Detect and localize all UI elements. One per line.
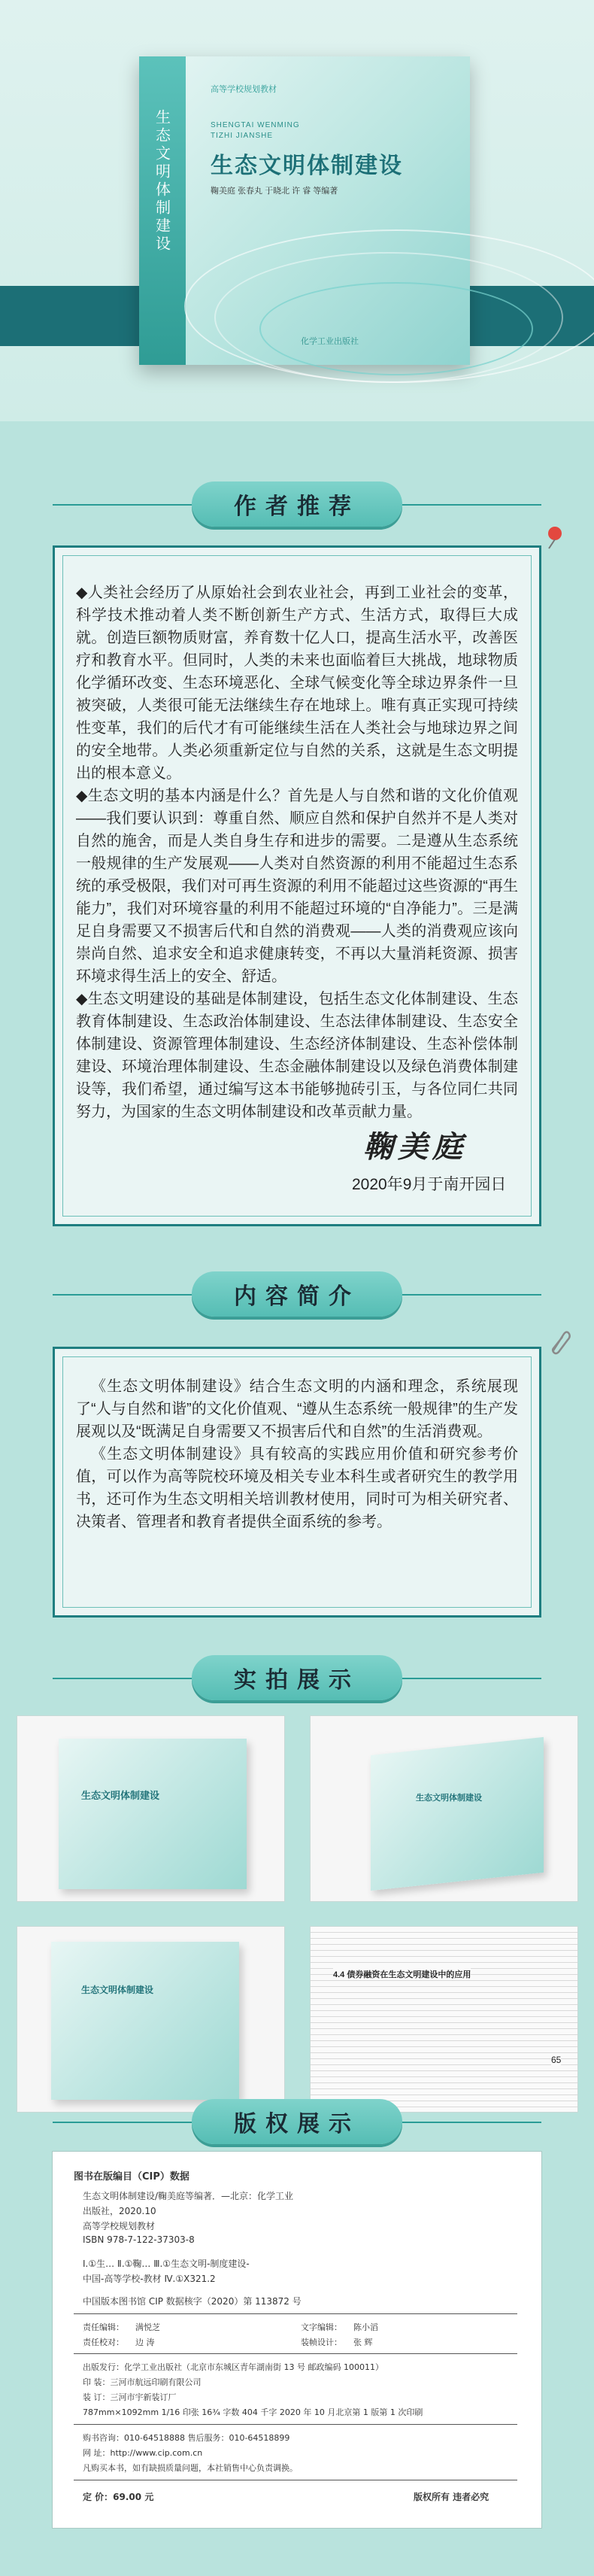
- editor-name: 陈小滔: [353, 2322, 378, 2332]
- photo-book: [51, 1942, 239, 2100]
- cover-pinyin-line: TIZHI JIANSHE: [211, 132, 274, 140]
- photo-book-angled: [310, 1715, 578, 1902]
- proof-name: 边 涛: [135, 2338, 155, 2347]
- content-intro-section: [0, 1256, 594, 1670]
- paragraph: 《生态文明体制建设》结合生态文明的内涵和理念，系统展现了“人与自然和谐”的文化价值观、“遵从生态系统一般规律”的生产发展观以及“既满足自身需要又不损害后代和自然”的生活消费观。: [76, 1378, 518, 1440]
- photo-book-front: [17, 1715, 285, 1902]
- divider: [74, 2424, 517, 2425]
- cover-title: 生态文明体制建设: [211, 153, 403, 178]
- editor-label: 责任编辑：: [83, 2322, 124, 2332]
- photo-book: [59, 1739, 247, 1889]
- book-cover: [139, 56, 470, 365]
- signature-date: 2020年9月于南开园日: [352, 1176, 507, 1193]
- paragraph: ◆人类社会经历了从原始社会到农业社会，再到工业社会的变革，科学技术推动着人类不断创新生产方式、生活方式，取得巨大成就。创造巨额物质财富，养育数十亿人口，提高生活水平，改善医疗和教育水平。但同时，人类的未来也面临着巨大挑战，地球物质化学循环改变、生态环境恶化、全球气候变化等全球边界条件一旦被突破，人类很可能无法继续生存在地球上。唯有真正实现可持续性变革，我们的后代才有可能继续生活在人类社会与地球边界之间的安全地带。人类必须重新定位与自然的关系，这就是生态文明提出的根本意义。: [76, 585, 518, 782]
- cover-hero: [0, 0, 594, 421]
- section-heading: 实拍展示: [192, 1655, 402, 1700]
- cover-pinyin: [211, 120, 300, 141]
- author-card: [53, 545, 541, 1226]
- section-heading: 内容简介: [192, 1271, 402, 1317]
- content-body: [76, 1375, 518, 1533]
- book-spine: 生态文明体制建设: [139, 56, 186, 365]
- cover-series: 高等学校规划教材: [211, 85, 277, 94]
- paragraph: 《生态文明体制建设》具有较高的实践应用价值和研究参考价值，可以作为高等院校环境及相关专业本科生或者研究生的教学用书，还可作为生态文明相关培训教材使用，同时可为相关研究者、决策者、管理者和教育者提供全面系统的参考。: [76, 1446, 518, 1530]
- divider: [74, 2353, 517, 2354]
- copyright-page: [53, 2152, 541, 2528]
- editor-label: 文字编辑：: [301, 2322, 342, 2332]
- photo-book: [371, 1737, 544, 1891]
- cip-line: 中国版本图书馆 CIP 数据核字（2020）第 113872 号: [83, 2296, 302, 2307]
- cover-wave-decoration: [259, 282, 533, 375]
- pushpin-icon: [541, 523, 568, 550]
- cover-publisher: 化学工业出版社: [301, 337, 359, 346]
- photo-book-open-page: [310, 1926, 578, 2113]
- author-signature: 鞠美庭: [363, 1129, 467, 1165]
- phone-line: 购书咨询：010-64518888 售后服务：010-64518899: [83, 2433, 290, 2443]
- author-recommendation-section: [0, 421, 594, 1256]
- proof-label: 装帧设计：: [301, 2338, 342, 2347]
- paragraph: ◆生态文明的基本内涵是什么？首先是人与自然和谐的文化价值观——我们要认识到：尊重自然、顺应自然和保护自然并不是人类对自然的施舍，而是人类自身生存和进步的需要。二是遵从生态系统一般规律的生产发展观——人类对自然资源的利用不能超过生态系统的承受极限，我们对可再生资源的利用不能超过这些资源的“再生能力”，我们对环境容量的利用不能超过环境的“自净能力”。三是满足自身需要又不损害后代和自然的消费观——人类的消费观应该向崇尚自然、追求安全和追求健康转变，不再以大量消耗资源、损害环境求得生活上的安全、舒适。: [76, 788, 518, 985]
- cip-line: ISBN 978-7-122-37303-8: [83, 2234, 195, 2245]
- paperclip-icon: [546, 1328, 573, 1355]
- cip-line: Ⅰ.①生… Ⅱ.①鞠… Ⅲ.①生态文明-制度建设-: [83, 2259, 250, 2269]
- author-body: [76, 582, 518, 1123]
- price: 定 价：69.00 元: [83, 2492, 154, 2502]
- proof-name: 张 辉: [353, 2338, 373, 2347]
- page-heading: 4.4 债券融资在生态文明建设中的应用: [333, 1968, 471, 1980]
- publisher-line: 出版发行：化学工业出版社（北京市东城区青年湖南街 13 号 邮政编码 100011）: [83, 2362, 383, 2372]
- note-line: 凡购买本书，如有缺损质量问题，本社销售中心负责调换。: [83, 2463, 298, 2473]
- photo-showcase-section: [0, 1668, 594, 2065]
- photo-book-side: [17, 1926, 285, 2113]
- photo-book-title: 生态文明体制建设: [416, 1794, 482, 1803]
- proof-label: 责任校对：: [83, 2338, 124, 2347]
- page-number: 65: [551, 2055, 562, 2065]
- binder-line: 装 订：三河市宇新装订厂: [83, 2392, 177, 2402]
- cip-title: 图书在版编目（CIP）数据: [74, 2171, 189, 2183]
- cip-line: 生态文明体制建设/鞠美庭等编著．—北京：化学工业: [83, 2191, 294, 2201]
- cip-line: 中国-高等学校-教材 Ⅳ.①X321.2: [83, 2274, 216, 2284]
- spec-line: 787mm×1092mm 1/16 印张 16¾ 字数 404 千字 2020 年 10 月北京第 1 版第 1 次印刷: [83, 2407, 423, 2417]
- web-line: 网 址：http://www.cip.com.cn: [83, 2448, 203, 2458]
- cover-pinyin-line: SHENGTAI WENMING: [211, 121, 300, 129]
- paragraph: ◆生态文明建设的基础是体制建设，包括生态文化体制建设、生态教育体制建设、生态政治体制建设、生态法律体制建设、生态安全体制建设、资源管理体制建设、生态经济体制建设、生态补偿体制建设、环境治理体制建设、生态金融体制建设以及绿色消费体制建设等，我们希望，通过编写这本书能够抛砖引玉，与各位同仁共同努力，为国家的生态文明体制建设和改革贡献力量。: [76, 991, 518, 1120]
- content-card: [53, 1347, 541, 1618]
- photo-book-title: 生态文明体制建设: [81, 1985, 154, 1995]
- section-heading: 版权展示: [192, 2099, 402, 2144]
- page-text-lines: [311, 1927, 577, 2112]
- cip-line: 出版社，2020.10: [83, 2206, 156, 2216]
- rights-notice: 版权所有 违者必究: [414, 2492, 489, 2502]
- cip-line: 高等学校规划教材: [83, 2221, 156, 2231]
- photo-book-title: 生态文明体制建设: [81, 1790, 160, 1801]
- editor-name: 满悦芝: [135, 2322, 160, 2332]
- printer-line: 印 装：三河市航远印刷有限公司: [83, 2377, 202, 2387]
- divider: [74, 2313, 517, 2314]
- copyright-section-header: [0, 2107, 594, 2137]
- cover-authors: 鞠美庭 张春丸 于晓北 许 睿 等编著: [211, 187, 338, 196]
- section-heading: 作者推荐: [192, 481, 402, 527]
